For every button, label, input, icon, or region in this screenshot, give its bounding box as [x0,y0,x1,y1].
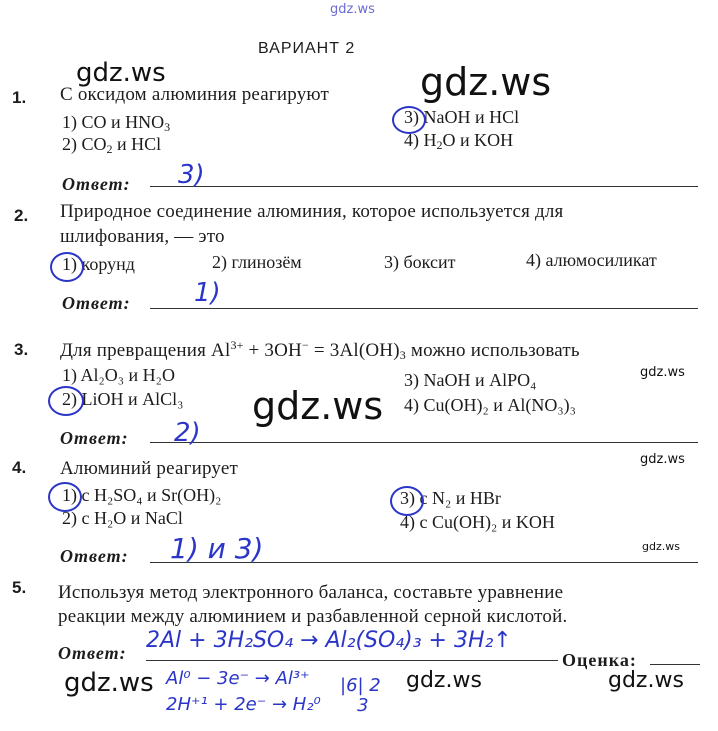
option-2: 2) $CO_2$ и HCl [62,134,162,156]
option-3: 3) с N₂ и HBr [400,488,501,508]
grade-label: Оценка: [562,650,637,670]
question-number: 1. [12,88,27,107]
answer-circle [50,252,84,282]
option-1: 1) Al₂O₃ и H₂O [62,365,175,385]
handwritten-answer: 1) [194,278,221,308]
handwritten-balance: Al⁰ − 3e⁻ → Al³⁺ [166,668,310,689]
option-1: 1) корунд [62,254,135,274]
answer-label: Ответ: [58,643,127,663]
question-text: Используя метод электронного баланса, составьте уравнение [58,582,564,603]
watermark[interactable]: gdz.ws [76,58,166,88]
answer-label: Ответ: [62,174,131,194]
watermark[interactable]: gdz.ws [406,668,482,693]
answer-line [146,660,558,661]
handwritten-balance: 2H⁺¹ + 2e⁻ → H₂⁰ [166,694,321,715]
option-2: 2) с H₂O и NaCl [62,508,183,528]
watermark[interactable]: gdz.ws [64,668,154,698]
question-text: Для превращения $Al^{3+} + 3OH^- = 3Al(OH)_3$ можно использовать [60,338,580,362]
option-1: 1) с H₂SO₄ и Sr(OH)₂ [62,485,222,505]
handwritten-equation: 2Al + 3H₂SO₄ → Al₂(SO₄)₃ + 3H₂↑ [146,628,512,653]
answer-label: Ответ: [60,428,129,448]
question-text: С оксидом алюминия реагируют [60,84,330,105]
option-1: 1) CO и $HNO_3$ [62,112,171,134]
handwritten-answer: 3) [178,160,205,190]
watermark[interactable]: gdz.ws [642,540,680,553]
grade-line [650,664,700,665]
question-text: Природное соединение алюминия, которое используется для [60,201,564,222]
answer-label: Ответ: [62,293,131,313]
option-3: 3) NaOH и AlPO₄ [404,370,537,390]
watermark[interactable]: gdz.ws [420,60,552,104]
watermark[interactable]: gdz.ws [252,384,384,428]
option-2: 2) LiOH и AlCl₃ [62,389,184,409]
answer-line [150,186,698,187]
answer-circle [48,386,84,416]
question-text: шлифования, — это [60,226,225,247]
option-2: 2) глинозём [212,252,302,272]
handwritten-answer: 2) [174,418,201,448]
answer-line [150,442,698,443]
watermark[interactable]: gdz.ws [640,365,685,380]
watermark[interactable]: gdz.ws [608,668,684,693]
handwritten-answer: 1) и 3) [170,532,264,565]
watermark-top[interactable]: gdz.ws [330,2,375,17]
question-number: 4. [12,458,27,477]
option-3: 3) NaOH и HCl [404,107,520,127]
variant-title: ВАРИАНТ 2 [258,40,356,57]
option-3: 3) боксит [384,252,456,272]
handwritten-balance-numbers: |6| 2 3 [340,675,381,716]
watermark[interactable]: gdz.ws [640,452,685,467]
question-text: Алюминий реагирует [60,458,238,479]
question-text: реакции между алюминием и разбавленной серной кислотой. [58,606,568,627]
question-number: 2. [14,206,29,225]
option-4: 4) с Cu(OH)₂ и KOH [400,512,555,532]
option-4: 4) Cu(OH)₂ и Al(NO₃)₃ [404,395,576,415]
answer-line [150,308,698,309]
option-4: 4) алюмосиликат [526,250,657,270]
question-number: 3. [14,340,29,359]
option-4: 4) $H_2O$ и KOH [404,130,514,152]
answer-label: Ответ: [60,546,129,566]
question-number: 5. [12,578,27,597]
